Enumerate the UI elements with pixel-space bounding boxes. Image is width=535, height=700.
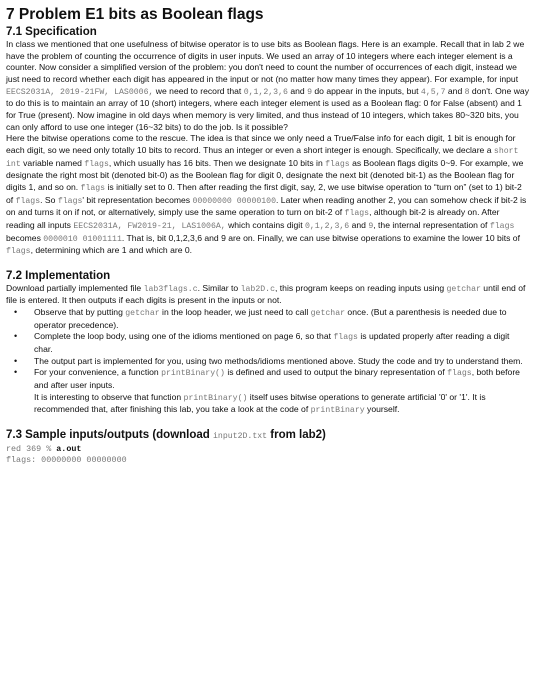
implementation-heading: 7.2 Implementation [6, 269, 111, 282]
code-text: flags [489, 221, 515, 231]
text-run: variable named [20, 157, 85, 168]
sample-flags-line: flags: 00000000 00000000 [6, 455, 127, 466]
text-run: Here the bitwise operations come to the rescue. The idea is that since we only need a True/False info for each digit, 1 bit is enough for each digit, so we need only totally 10 bits to record. Thus an integer or even a short integer is enough. Specifically, we declare a [6, 133, 516, 155]
code-text: 00000000 00000100 [192, 196, 277, 206]
text-run: do appear in the inputs, but [311, 85, 421, 96]
code-text: short int [6, 146, 519, 169]
text-run: , which usually has 16 bits. Then we designate 10 bits in [108, 157, 326, 168]
spec-paragraph-1 [6, 39, 530, 133]
document-page [6, 6, 530, 466]
text-run: as Boolean flags digits 0~9. For example, we designate the right most bit (denoted bit-0) as the Boolean flag for digit 0, designate the next bit (denoted bit-1) as the Boolean flag for digits 1, and so on. [6, 157, 524, 192]
code-text: lab2D.c [240, 284, 276, 294]
code-text: 9 [368, 221, 374, 231]
text-run: Complete the loop body, using one of the idioms mentioned on page 6, so that [34, 331, 334, 342]
sample-heading-suffix: from lab2) [267, 429, 326, 442]
text-run: which contains digit [225, 219, 305, 230]
text-run: , determining which are 1 and which are 0. [30, 245, 193, 256]
shell-prompt: red 369 % [6, 444, 57, 455]
bullet-dot-icon: • [14, 307, 18, 318]
sample-command-line [6, 444, 530, 455]
code-text: flags [6, 247, 31, 257]
text-run: yourself. [364, 404, 400, 415]
text-run: It is interesting to observe that function [34, 391, 184, 402]
bullet-item [6, 307, 530, 331]
bullet-text [34, 356, 530, 368]
code-text: 8 [464, 87, 470, 97]
text-run: itself uses bitwise operations to generate artificial '0' or '1'. It is recommended that, after finishing this lab, you take a look at the code of [34, 391, 486, 415]
code-text: flags [333, 333, 358, 343]
bullet-dot-icon: • [14, 355, 18, 366]
code-text: flags [344, 209, 370, 219]
text-run: in the loop header, we just need to call [159, 307, 311, 318]
code-text: EECS2031A, FW2019-21, LAS1006A, [73, 221, 226, 231]
code-text: printBinary() [183, 393, 248, 403]
text-run: once. (But a parenthesis is needed due to operator precedence). [34, 307, 507, 330]
text-run: is initially set to 0. Then after reading the first digit, say, 2, we use bitwise operation to “turn on” (set to 1) bit-2 of [6, 181, 522, 205]
sample-output-block [6, 444, 530, 466]
text-run: until end of file is entered. It then outputs if each digits is present in the inputs or not. [6, 282, 526, 306]
text-run: , this program keeps on reading inputs using [275, 282, 447, 293]
text-run: . Later when reading another 2, you can somehow check if bit-2 is on and turns it on if not, or alternatively, simply use the same operation to turn on bit-2 of [6, 194, 527, 218]
text-run: , the internal representation of [373, 219, 490, 230]
text-run: ' bit representation becomes [82, 194, 193, 205]
code-text: getchar [446, 284, 481, 294]
code-text: flags [447, 369, 472, 379]
code-text: flags [84, 159, 109, 169]
text-run: and [287, 85, 308, 96]
sample-heading-prefix: 7.3 Sample inputs/outputs (download [6, 429, 214, 442]
text-run: For your convenience, a function [34, 367, 162, 378]
code-text: flags [57, 196, 83, 206]
sample-heading-file: input2D.txt [213, 432, 268, 442]
code-text: 0000010 01001111 [43, 234, 122, 244]
text-run: and [445, 85, 465, 96]
code-text: lab3flags.c [143, 284, 198, 294]
code-text: getchar [125, 309, 160, 319]
text-run: . That is, bit 0,1,2,3,6 and 9 are on. Finally, we can use bitwise operations to examine the lower 10 bits of [121, 232, 520, 243]
code-text: flags [15, 196, 41, 206]
code-text: 4,5,7 [420, 87, 446, 97]
implementation-paragraph [6, 283, 530, 307]
spec-paragraph-2 [6, 133, 530, 258]
bullet-item [6, 331, 530, 355]
bullet-text [34, 392, 530, 417]
spec-heading: 7.1 Specification [6, 26, 97, 38]
text-run: In class we mentioned that one usefulness of bitwise operator is to use bits as Boolean flags. Here is an example. Recall that in lab 2 we have the problem of counting the occurrence of digits in user inputs. We used an array of 10 integers where each integer element is a counter. Now consider a simplified version of the problem: you don't need to count the number of occurrences of each digit, instead we just need to record whether each digit has appeared in the input or not (no matter how many times they appear). For example, for input [6, 39, 525, 84]
text-run: , although bit-2 is already on. After reading all inputs [6, 207, 500, 230]
bullet-item [6, 356, 530, 368]
text-run: don't. One way to do this is to maintain an array of 10 (short) integers, where each integer element is used as a Boolean flag: 0 for False (absent) and 1 for True (present). Now imagine in old days when memory is very limited, and thus instead of 10 integers, which takes 80~320 bits, you can only afford to use one integer (16~32 bits) to do the job. Is it possible? [6, 85, 529, 132]
code-text: printBinary [310, 406, 365, 416]
shell-command: a.out [56, 444, 82, 455]
bullet-text [34, 367, 530, 391]
code-text: 0,1,2,3,6 [304, 221, 350, 231]
text-run: becomes [6, 232, 44, 243]
code-text: getchar [310, 309, 346, 319]
code-text: EECS2031A, 2019-21FW, LAS0006, [6, 87, 154, 97]
code-text: 0,1,2,3,6 [243, 87, 288, 97]
code-text: 9 [307, 87, 312, 97]
bullet-text [34, 307, 530, 331]
text-run: . So [40, 194, 58, 205]
bullet-dot-icon: • [14, 331, 18, 342]
text-run: Download partially implemented file [6, 282, 144, 293]
problem-title: 7 Problem E1 bits as Boolean flags [6, 6, 264, 23]
text-run: The output part is implemented for you, using two methods/idioms mentioned above. Study the code and try to understand them. [34, 355, 523, 366]
bullet-text [34, 331, 530, 355]
text-run: Observe that by putting [34, 307, 126, 318]
bullet-item [6, 367, 530, 417]
text-run: . Similar to [197, 282, 241, 293]
code-text: flags [80, 183, 106, 193]
text-run: is defined and used to output the binary representation of [224, 367, 448, 378]
text-run: , both before and after user inputs. [34, 367, 520, 391]
text-run: and [349, 219, 369, 230]
code-text: flags [325, 159, 350, 169]
code-text: printBinary() [161, 369, 225, 379]
text-run: we need to record that [153, 85, 244, 96]
sample-heading [6, 428, 530, 444]
implementation-bullet-list [6, 307, 530, 417]
bullet-dot-icon: • [14, 367, 18, 378]
text-run: is updated properly after reading a digit char. [34, 331, 510, 355]
